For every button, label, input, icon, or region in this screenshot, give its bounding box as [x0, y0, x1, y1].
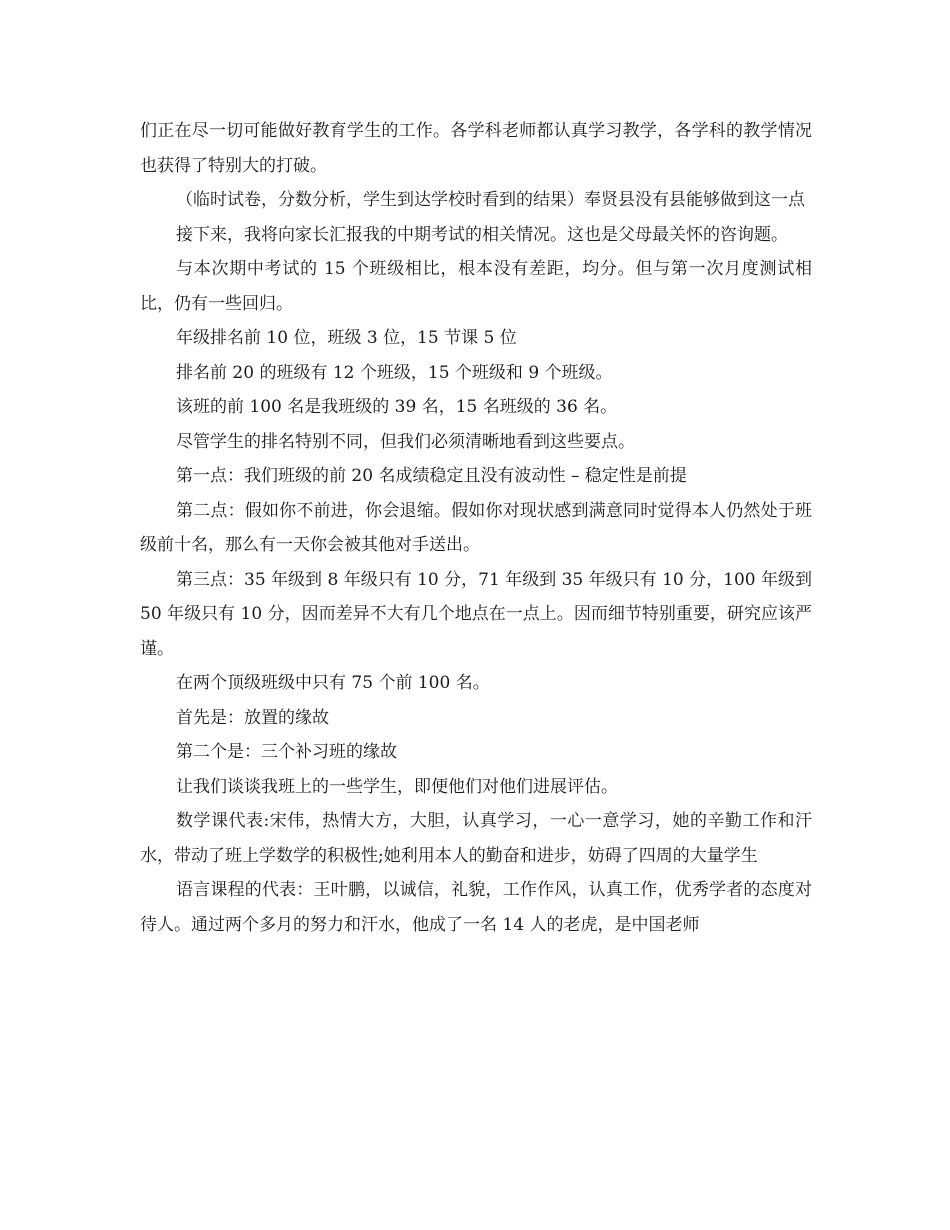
paragraph: 第一点：我们班级的前 20 名成绩稳定且没有波动性 – 稳定性是前提: [176, 466, 687, 486]
paragraph: 第二点：假如你不前进，你会退缩。假如你对现状感到满意同时觉得本人仍然处于班级前十名，那么有一天你会被其他对手送出。: [140, 500, 812, 555]
paragraph: 该班的前 100 名是我班级的 39 名，15 名班级的 36 名。: [176, 397, 618, 417]
paragraph: 尽管学生的排名特别不同，但我们必须清晰地看到这些要点。: [176, 431, 635, 452]
paragraph: （临时试卷，分数分析，学生到达学校时看到的结果）奉贤县没有县能够做到这一点: [176, 190, 805, 210]
document-page: [140, 114, 812, 942]
paragraph: 与本次期中考试的 15 个班级相比，根本没有差距，均分。但与第一次月度测试相比，仍有一些回归。: [140, 259, 812, 314]
paragraph: 第二个是：三个补习班的缘故: [176, 742, 397, 762]
paragraph: 排名前 20 的班级有 12 个班级，15 个班级和 9 个班级。: [176, 362, 613, 383]
paragraph: 数学课代表:宋伟，热情大方，大胆，认真学习，一心一意学习，她的辛勤工作和汗水，带动了班上学数学的积极性;她利用本人的勤奋和进步，妨碍了四周的大量学生: [140, 811, 812, 866]
paragraph: 们正在尽一切可能做好教育学生的工作。各学科老师都认真学习教学，各学科的教学情况也获得了特别大的打破。: [140, 121, 812, 176]
paragraph: 第三点：35 年级到 8 年级只有 10 分，71 年级到 35 年级只有 10 分，100 年级到 50 年级只有 10 分，因而差异不大有几个地点在一点上。因而细节特别重要，研究应该严谨。: [140, 569, 812, 659]
paragraph: 在两个顶级班级中只有 75 个前 100 名。: [176, 673, 490, 693]
paragraph: 接下来，我将向家长汇报我的中期考试的相关情况。这也是父母最关怀的咨询题。: [176, 224, 788, 245]
paragraph: 让我们谈谈我班上的一些学生，即便他们对他们进展评估。: [176, 776, 618, 797]
paragraph: 语言课程的代表：王叶鹏，以诚信，礼貌，工作作风，认真工作，优秀学者的态度对待人。通过两个多月的努力和汗水，他成了一名 14 人的老虎，是中国老师: [140, 880, 812, 935]
paragraph: 年级排名前 10 位，班级 3 位，15 节课 5 位: [176, 328, 517, 348]
paragraph: 首先是：放置的缘故: [176, 707, 329, 728]
